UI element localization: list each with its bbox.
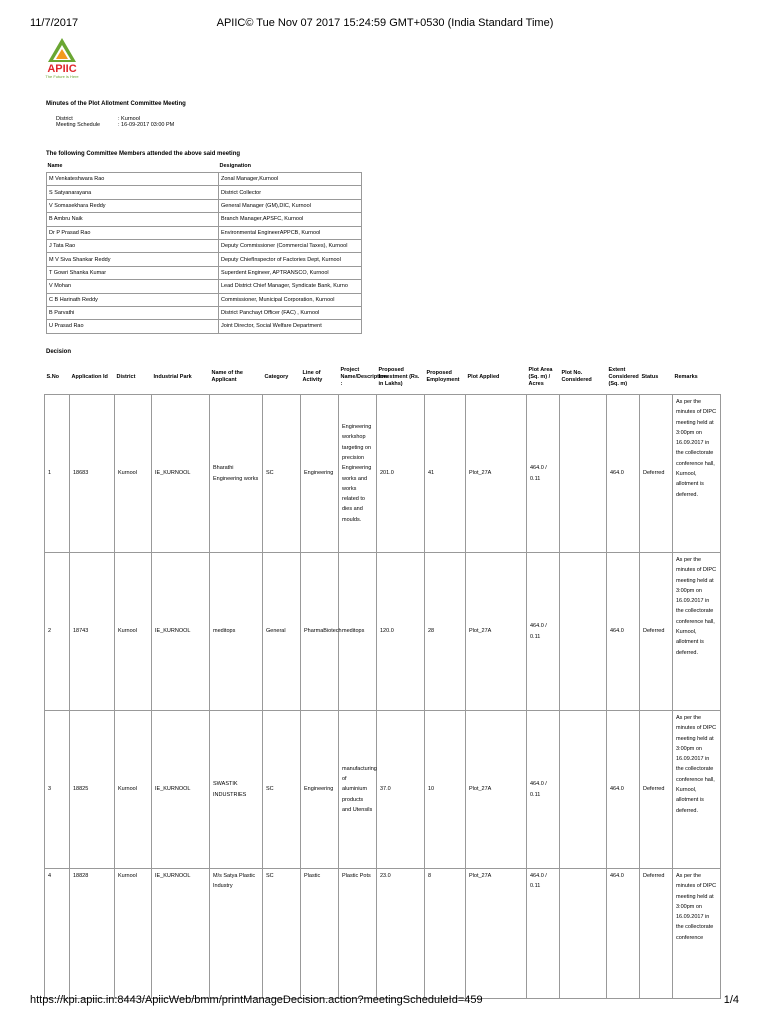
- decision-col-header: S.No: [46, 373, 60, 380]
- member-designation: Lead District Chief Manager, Syndicate Bank, Kurno: [219, 280, 362, 293]
- schedule-label: Meeting Schedule: [56, 122, 101, 128]
- cell-park: IE_KURNOOL: [152, 869, 210, 999]
- cell-applicant: Bharathi Engineering works: [210, 395, 263, 553]
- member-designation: Superdent Engineer, APTRANSCO, Kurnool: [219, 266, 362, 279]
- member-designation: Deputy Commissioner (Commercial Taxes), Kurnool: [219, 239, 362, 252]
- cell-extent: 464.0: [607, 395, 640, 553]
- member-name: V Somasekhara Reddy: [47, 199, 219, 212]
- cell-remarks: As per the minutes of DIPC meeting held at 3:00pm on 16.09.2017 in the collectorate conference hall, Kurnool, allotment is deferred.: [673, 711, 721, 869]
- cell-park: IE_KURNOOL: [152, 711, 210, 869]
- decision-col-header: Proposed Employment: [426, 370, 460, 383]
- cell-activity: Plastic: [301, 869, 339, 999]
- member-name: C B Harinath Reddy: [47, 293, 219, 306]
- decision-col-header: Project Name/Description :: [340, 366, 388, 387]
- decision-col-header: Status: [641, 373, 659, 380]
- cell-park: IE_KURNOOL: [152, 553, 210, 711]
- cell-plot-area: 464.0 / 0.11: [527, 395, 560, 553]
- member-row: [47, 213, 362, 226]
- schedule-value: : 16-09-2017 03:00 PM: [118, 122, 175, 128]
- member-designation: Environmental EngineerAPPCB, Kurnool: [219, 226, 362, 239]
- cell-category: SC: [263, 869, 301, 999]
- logo-tagline: The Future is Here: [45, 74, 79, 79]
- decision-row: [45, 395, 721, 553]
- cell-district: Kurnool: [115, 869, 152, 999]
- district-label: District: [56, 116, 73, 122]
- member-name: U Prasad Rao: [47, 320, 219, 333]
- member-name: B Ambru Naik: [47, 213, 219, 226]
- member-row: [47, 173, 362, 186]
- cell-plot-applied: Plot_27A: [466, 395, 527, 553]
- member-name: J Tata Rao: [47, 239, 219, 252]
- committee-title: The following Committee Members attended the above said meeting: [46, 151, 241, 157]
- cell-project: manufacturing of aluminium products and Utensils: [339, 711, 377, 869]
- cell-category: General: [263, 553, 301, 711]
- schedule-row: [56, 122, 174, 129]
- member-row: [47, 199, 362, 212]
- district-value: : Kurnool: [118, 116, 141, 122]
- cell-plot-applied: Plot_27A: [466, 711, 527, 869]
- cell-status: Deferred: [640, 869, 673, 999]
- cell-project: Plastic Pots: [339, 869, 377, 999]
- member-name: Dr P Prasad Rao: [47, 226, 219, 239]
- cell-category: SC: [263, 711, 301, 869]
- cell-employment: 8: [425, 869, 466, 999]
- decision-title: Decision: [46, 349, 72, 355]
- cell-app-id: 18683: [70, 395, 115, 553]
- cell-sno: 4: [45, 869, 70, 999]
- decision-row: [45, 553, 721, 711]
- minutes-title: Minutes of the Plot Allotment Committee Meeting: [46, 101, 186, 107]
- committee-table: [46, 160, 362, 334]
- cell-status: Deferred: [640, 711, 673, 869]
- cell-employment: 28: [425, 553, 466, 711]
- cell-activity: Engineering: [301, 395, 339, 553]
- cell-plot-applied: Plot_27A: [466, 553, 527, 711]
- decision-row: [45, 711, 721, 869]
- member-name: M V Siva Shankar Reddy: [47, 253, 219, 266]
- member-designation: District Collector: [219, 186, 362, 199]
- cell-investment: 120.0: [377, 553, 425, 711]
- member-designation: Deputy ChiefInspector of Factories Dept, Kurnool: [219, 253, 362, 266]
- cell-plot-no: [560, 395, 607, 553]
- cell-applicant: M/s Satya Plastic Industry: [210, 869, 263, 999]
- cell-investment: 37.0: [377, 711, 425, 869]
- member-designation: Zonal Manager,Kurnool: [219, 173, 362, 186]
- cell-category: SC: [263, 395, 301, 553]
- decision-col-header: Plot Area (Sq. m) / Acres: [528, 366, 553, 387]
- member-row: [47, 280, 362, 293]
- cell-activity: PharmaBiotech: [301, 553, 339, 711]
- decision-row: [45, 869, 721, 999]
- cell-activity: Engineering: [301, 711, 339, 869]
- decision-col-header: District: [116, 373, 136, 380]
- cell-app-id: 18825: [70, 711, 115, 869]
- apiic-logo: [38, 36, 86, 80]
- cell-employment: 41: [425, 395, 466, 553]
- page-number: 1/4: [723, 994, 739, 1006]
- member-designation: District Panchayt Officer (FAC) , Kurnool: [219, 306, 362, 319]
- cell-district: Kurnool: [115, 711, 152, 869]
- member-name: M Venkateshwara Rao: [47, 173, 219, 186]
- cell-plot-applied: Plot_27A: [466, 869, 527, 999]
- member-designation: Commissioner, Municipal Corporation, Kurnool: [219, 293, 362, 306]
- decision-col-header: Plot Applied: [467, 373, 500, 380]
- cell-remarks: As per the minutes of DIPC meeting held at 3:00pm on 16.09.2017 in the collectorate conference hall, Kurnool, allotment is deferred.: [673, 553, 721, 711]
- col-name: Name: [47, 163, 63, 169]
- cell-employment: 10: [425, 711, 466, 869]
- member-row: [47, 186, 362, 199]
- cell-plot-area: 464.0 / 0.11: [527, 553, 560, 711]
- decision-col-header: Application Id: [71, 373, 108, 380]
- member-name: S Satyanarayana: [47, 186, 219, 199]
- cell-applicant: meditops: [210, 553, 263, 711]
- cell-remarks: As per the minutes of DIPC meeting held at 3:00pm on 16.09.2017 in the collectorate conference hall, Kurnool, allotment is deferred.: [673, 395, 721, 553]
- member-designation: General Manager (GM),DIC, Kurnool: [219, 199, 362, 212]
- member-row: [47, 293, 362, 306]
- decision-col-header: Remarks: [674, 373, 698, 380]
- cell-status: Deferred: [640, 395, 673, 553]
- cell-plot-area: 464.0 / 0.11: [527, 711, 560, 869]
- cell-extent: 464.0: [607, 553, 640, 711]
- decision-col-header: Category: [264, 373, 289, 380]
- cell-sno: 2: [45, 553, 70, 711]
- cell-applicant: SWASTIK INDUSTRIES: [210, 711, 263, 869]
- cell-sno: 3: [45, 711, 70, 869]
- member-designation: Joint Director, Social Welfare Department: [219, 320, 362, 333]
- print-date: 11/7/2017: [30, 17, 79, 29]
- member-row: [47, 226, 362, 239]
- cell-status: Deferred: [640, 553, 673, 711]
- member-row: [47, 239, 362, 252]
- cell-remarks: As per the minutes of DIPC meeting held at 3:00pm on 16.09.2017 in the collectorate conference: [673, 869, 721, 999]
- decision-col-header: Name of the Applicant: [211, 370, 243, 383]
- logo-text: APIIC: [47, 63, 77, 75]
- cell-plot-no: [560, 869, 607, 999]
- cell-park: IE_KURNOOL: [152, 395, 210, 553]
- decision-col-header: Extent Considered (Sq. m): [608, 366, 639, 387]
- cell-app-id: 18743: [70, 553, 115, 711]
- member-row: [47, 266, 362, 279]
- cell-district: Kurnool: [115, 553, 152, 711]
- cell-plot-no: [560, 711, 607, 869]
- decision-col-header: Plot No. Considered: [561, 370, 592, 383]
- cell-project: Engineering workshop targeting on precision Engineering works and works related to dies and moulds.: [339, 395, 377, 553]
- member-designation: Branch Manager,APSFC, Kurnool: [219, 213, 362, 226]
- cell-plot-no: [560, 553, 607, 711]
- cell-extent: 464.0: [607, 869, 640, 999]
- print-title: APIIC© Tue Nov 07 2017 15:24:59 GMT+0530 (India Standard Time): [216, 17, 554, 29]
- member-row: [47, 320, 362, 333]
- decision-col-header: Industrial Park: [153, 373, 192, 380]
- decision-table: [44, 360, 721, 999]
- cell-investment: 23.0: [377, 869, 425, 999]
- decision-col-header: Proposed Investment (Rs. in Lakhs): [378, 366, 420, 387]
- cell-investment: 201.0: [377, 395, 425, 553]
- cell-extent: 464.0: [607, 711, 640, 869]
- member-name: V Mohan: [47, 280, 219, 293]
- cell-plot-area: 464.0 / 0.11: [527, 869, 560, 999]
- cell-app-id: 18828: [70, 869, 115, 999]
- member-row: [47, 253, 362, 266]
- decision-col-header: Line of Activity: [302, 370, 323, 383]
- cell-project: meditops: [339, 553, 377, 711]
- member-row: [47, 306, 362, 319]
- cell-sno: 1: [45, 395, 70, 553]
- col-designation: Designation: [219, 163, 251, 169]
- footer-url: https://kpi.apiic.in:8443/ApiicWeb/bmm/printManageDecision.action?meetingScheduleId=459: [30, 994, 483, 1006]
- member-name: T Gowri Shanka Kumar: [47, 266, 219, 279]
- cell-district: Kurnool: [115, 395, 152, 553]
- member-name: B Parvathi: [47, 306, 219, 319]
